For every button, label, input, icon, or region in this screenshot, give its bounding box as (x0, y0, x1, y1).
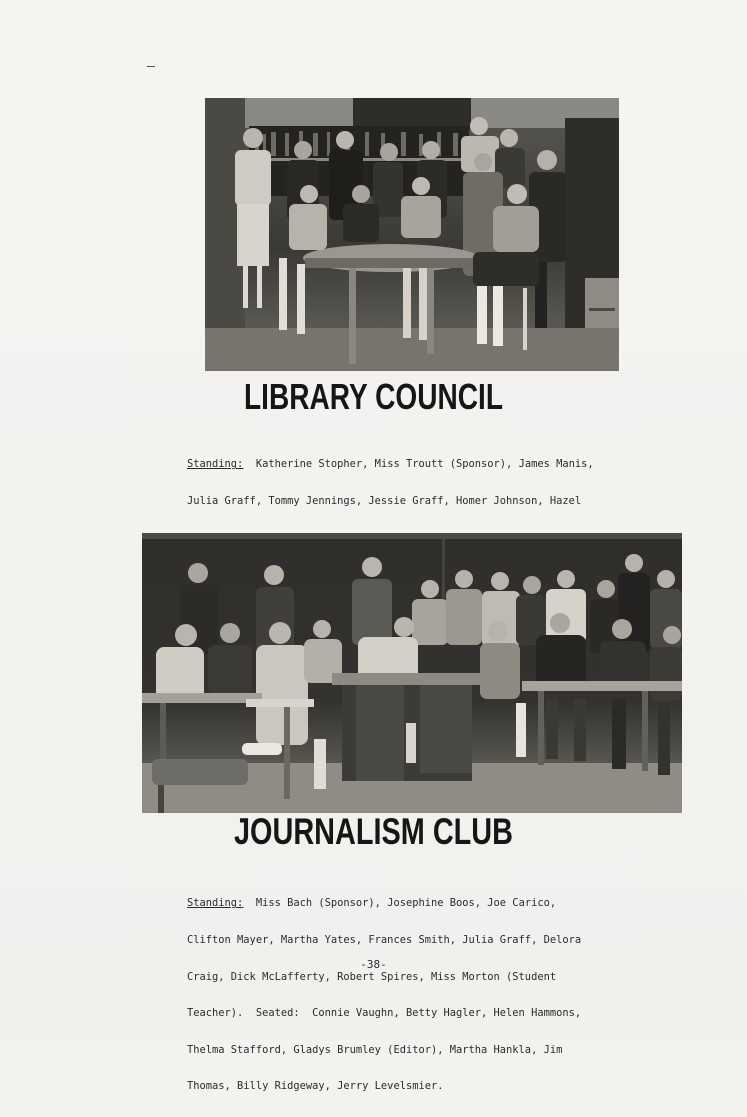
caption-line: Julia Graff, Tommy Jennings, Jessie Graff, Homer Johnson, Hazel (187, 495, 582, 508)
journalism-club-caption (187, 873, 581, 1117)
caption-line: Teacher). Seated: Connie Vaughn, Betty Hagler, Helen Hammons, (187, 1007, 582, 1020)
library-council-heading: LIBRARY COUNCIL (244, 376, 503, 417)
page-number: -38- (360, 958, 387, 971)
library-council-photo-illustration (205, 98, 619, 371)
caption-line: Clifton Mayer, Martha Yates, Frances Smith, Julia Graff, Delora (187, 934, 582, 947)
caption-line (187, 458, 594, 470)
standing-label: Standing: (187, 897, 244, 910)
caption-line: Thelma Stafford, Gladys Brumley (Editor), Martha Hankla, Jim (187, 1043, 563, 1056)
caption-line: Thomas, Billy Ridgeway, Jerry Levelsmier. (187, 1080, 444, 1093)
caption-text: Miss Bach (Sponsor), Josephine Boos, Joe Carico, (243, 897, 557, 910)
library-council-photo (205, 98, 619, 371)
standing-label: Standing: (187, 458, 244, 471)
caption-text: Katherine Stopher, Miss Troutt (Sponsor), James Manis, (243, 458, 594, 471)
stray-mark (147, 66, 155, 67)
caption-line: Craig, Dick McLafferty, Robert Spires, Miss Morton (Student (187, 970, 557, 983)
journalism-club-photo-illustration (142, 533, 682, 813)
journalism-club-heading: JOURNALISM CLUB (234, 811, 513, 852)
journalism-club-photo (142, 533, 682, 813)
caption-line (187, 897, 581, 909)
